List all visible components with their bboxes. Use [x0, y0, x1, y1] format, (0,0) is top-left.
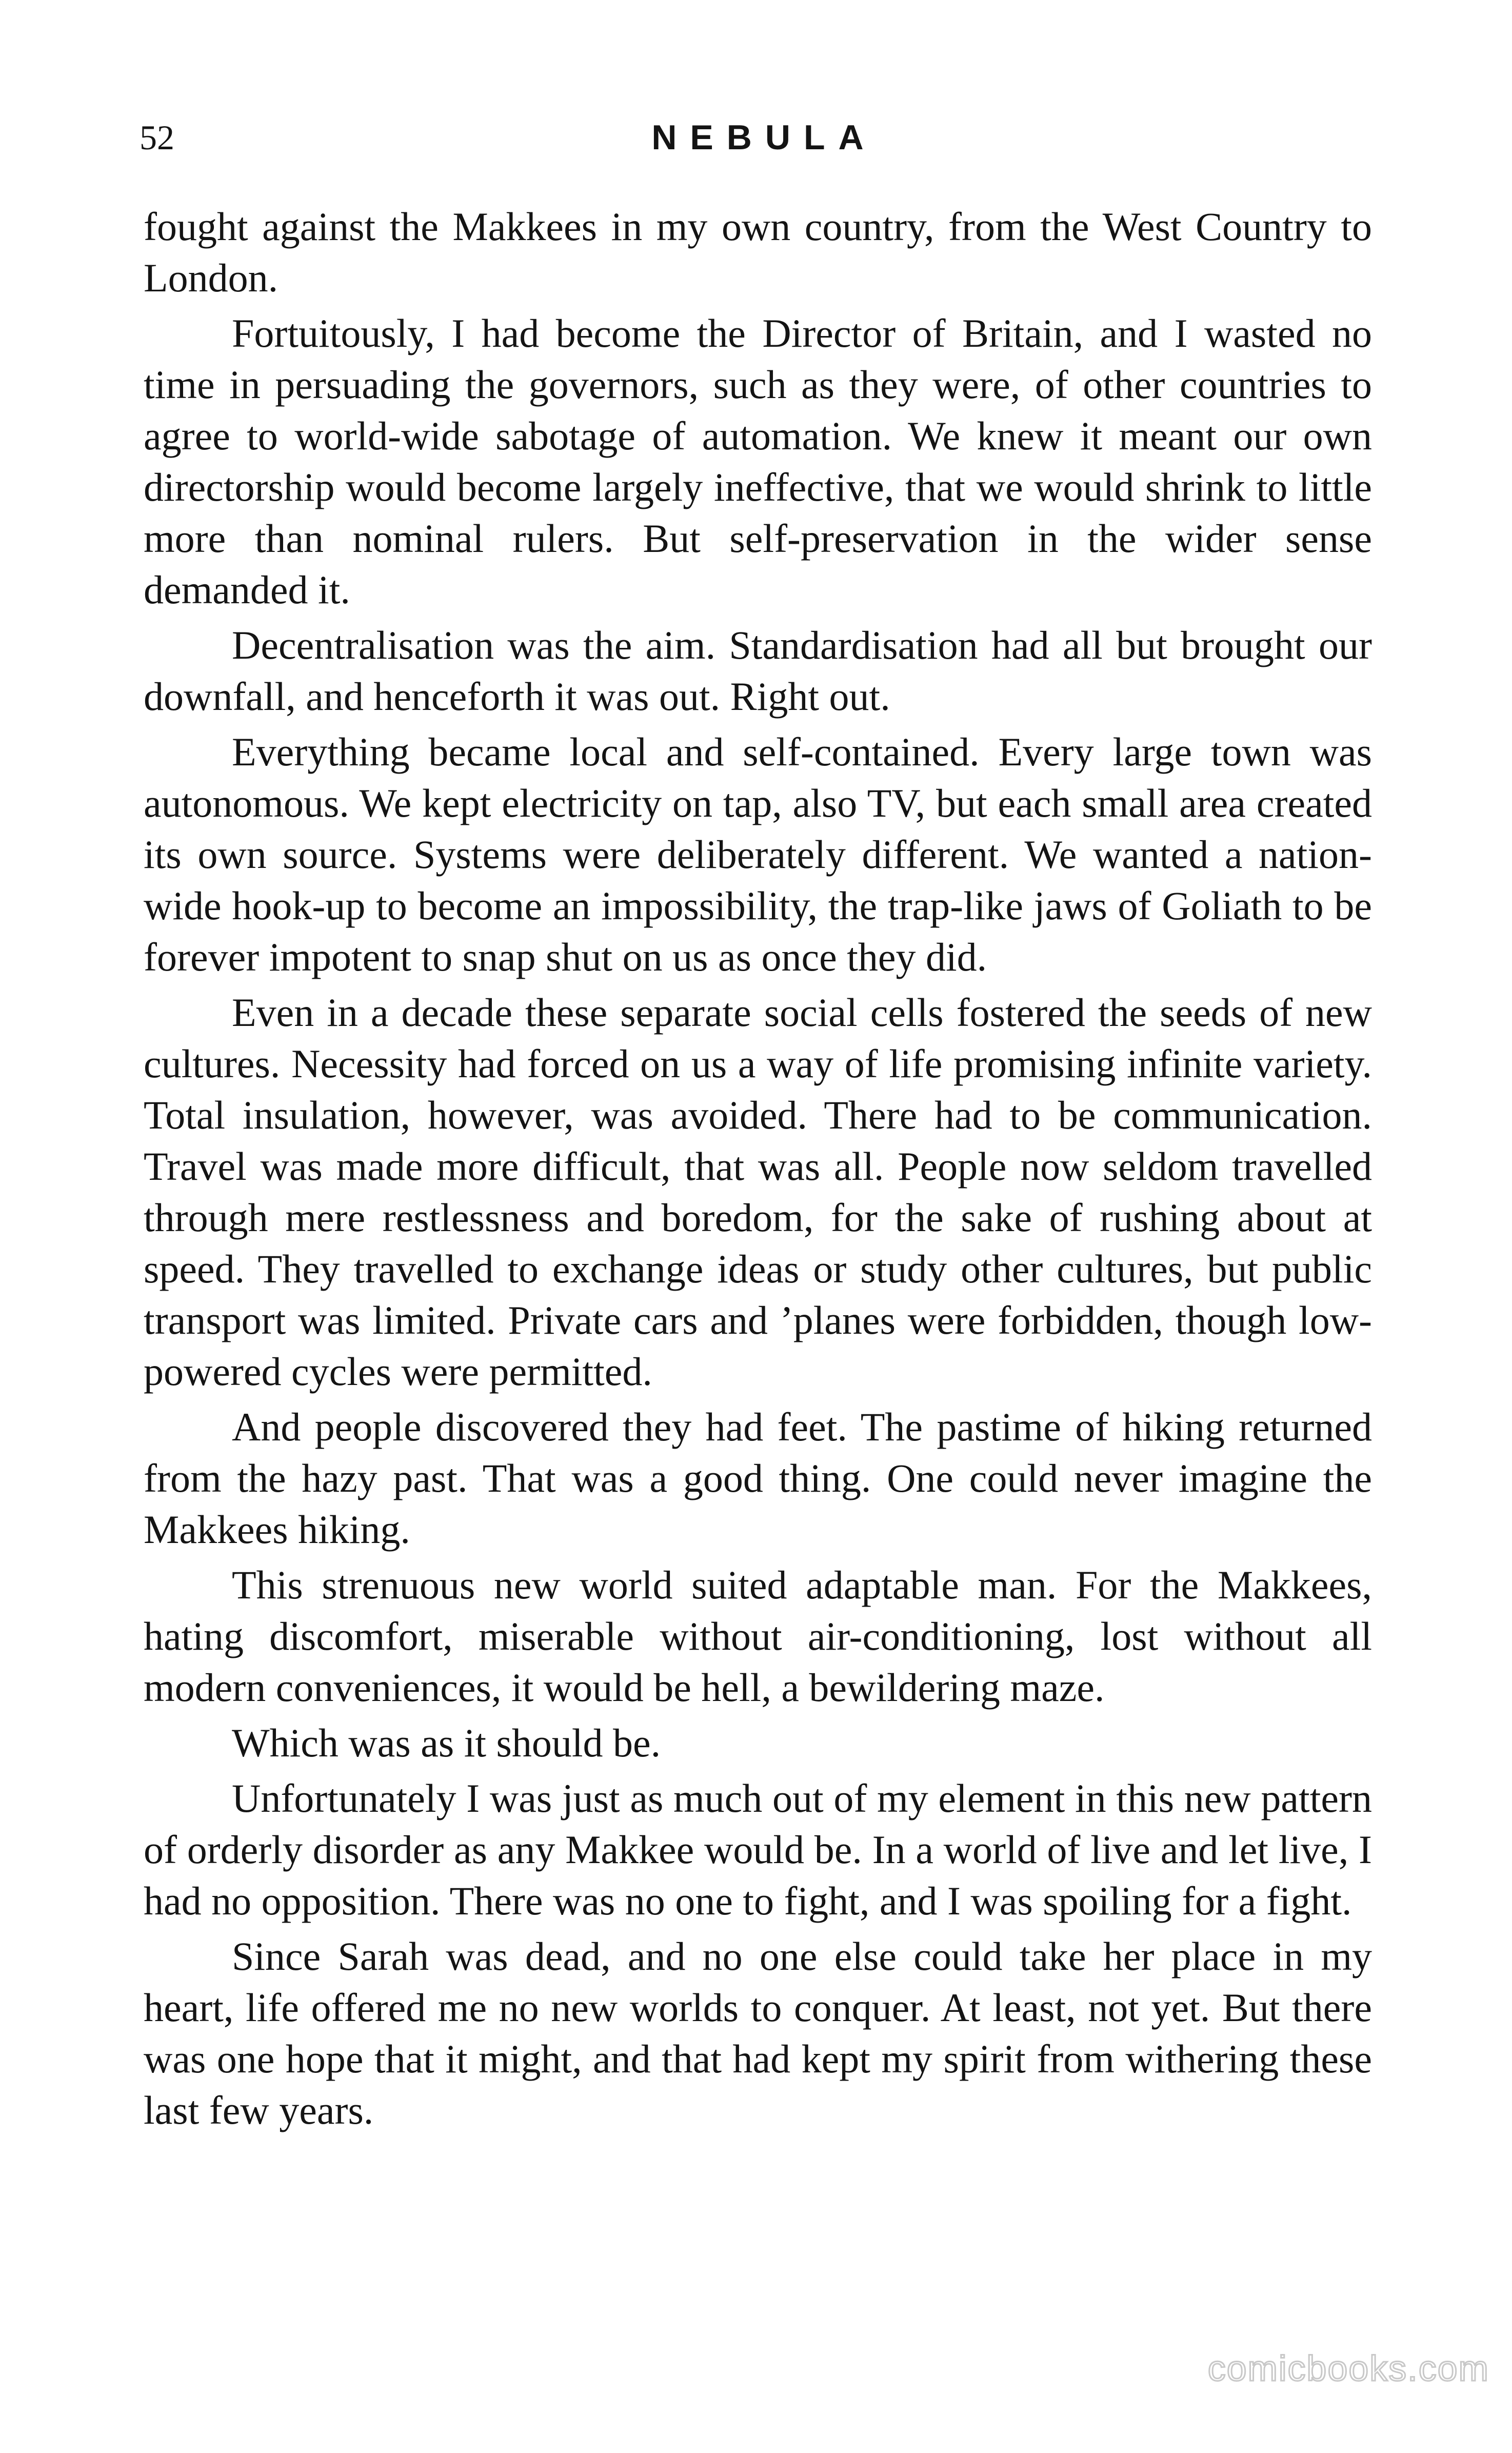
paragraph-continued: fought against the Makkees in my own country, from the West Country to London.: [144, 204, 1372, 300]
body-text: [144, 201, 1372, 2140]
running-head: [140, 112, 1376, 168]
paragraph: Since Sarah was dead, and no one else could take her place in my heart, life offered me no new worlds to conquer. At least, not yet. But there was one hope that it might, and that had kept my spirit from withering these last few years.: [144, 1934, 1372, 2132]
page-number: 52: [140, 118, 174, 157]
running-title: NEBULA: [651, 118, 877, 157]
paragraph: Fortuitously, I had become the Director of Britain, and I wasted no time in persuading the governors, such as they were, of other countries to agree to world-wide sabotage of automation. We knew it meant our own directorship would become largely ineffective, that we would shrink to little more than nominal rulers. But self-preservation in the wider sense demanded it.: [144, 311, 1372, 612]
paragraph: This strenuous new world suited adaptable man. For the Makkees, hating discomfort, miserable without air-conditioning, lost without all modern conveniences, it would be hell, a bewildering maze.: [144, 1562, 1372, 1710]
paragraph: Even in a decade these separate social cells fostered the seeds of new cultures. Necessity had forced on us a way of life promising infinite variety. Total insulation, however, was avoided. There had to be communication. Travel was made more difficult, that was all. People now seldom travelled through mere restlessness and boredom, for the sake of rushing about at speed. They travelled to exchange ideas or study other cultures, but public transport was limited. Private cars and ’planes were forbidden, though low-powered cycles were permitted.: [144, 990, 1372, 1394]
paragraph: Which was as it should be.: [232, 1720, 661, 1765]
watermark: comicbooks.com: [1207, 2348, 1489, 2388]
paragraph: Everything became local and self-contained. Every large town was autonomous. We kept electricity on tap, also TV, but each small area created its own source. Systems were deliberately different. We wanted a nation-wide hook-up to become an impossibility, the trap-like jaws of Goliath to be forever impotent to snap shut on us as once they did.: [144, 729, 1372, 979]
paragraph: And people discovered they had feet. The pastime of hiking returned from the hazy past. That was a good thing. One could never imagine the Makkees hiking.: [144, 1404, 1372, 1552]
paragraph: Decentralisation was the aim. Standardisation had all but brought our downfall, and henceforth it was out. Right out.: [144, 623, 1372, 719]
paragraph: Unfortunately I was just as much out of my element in this new pattern of orderly disorder as any Makkee would be. In a world of live and let live, I had no opposition. There was no one to fight, and I was spoiling for a fight.: [144, 1776, 1372, 1923]
